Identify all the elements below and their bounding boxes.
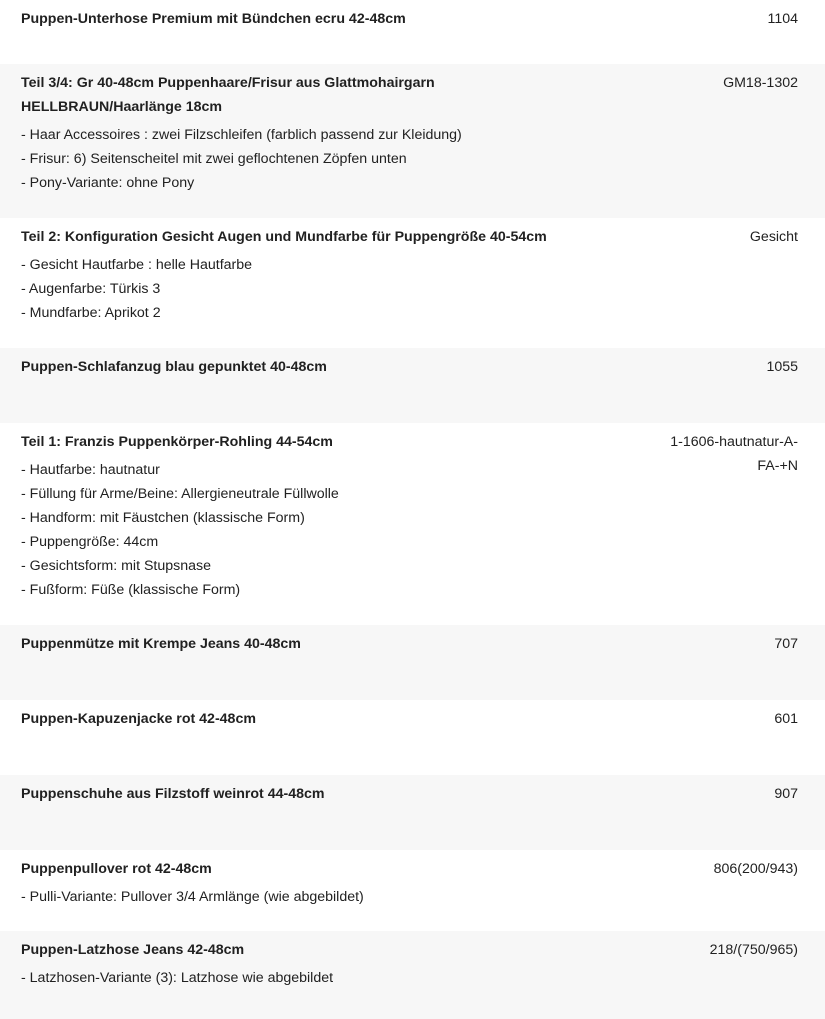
item-options <box>21 253 798 325</box>
item-sku: 806(200/943) <box>713 861 798 877</box>
list-item <box>0 850 825 931</box>
item-title: Puppen-Kapuzenjacke rot 42-48cm <box>21 711 256 727</box>
item-option: - Latzhosen-Variante (3): Latzhose wie abgebildet <box>21 970 334 986</box>
list-item <box>0 775 825 850</box>
item-sku: GM18-1302 <box>723 75 798 91</box>
item-sku: Gesicht <box>749 229 798 245</box>
item-sku: 907 <box>774 786 798 802</box>
list-item <box>0 931 825 1019</box>
item-sku: 1055 <box>766 359 798 375</box>
item-options <box>21 458 798 602</box>
item-option: - Augenfarbe: Türkis 3 <box>21 281 161 297</box>
list-item <box>0 625 825 700</box>
item-option: - Gesicht Hautfarbe : helle Hautfarbe <box>21 257 253 273</box>
item-title: Puppenpullover rot 42-48cm <box>21 861 212 877</box>
item-title: Teil 2: Konfiguration Gesicht Augen und Mundfarbe für Puppengröße 40-54cm <box>21 229 547 245</box>
item-sku: 218/(750/965) <box>709 942 798 958</box>
item-option: - Gesichtsform: mit Stupsnase <box>21 558 212 574</box>
item-option: - Fußform: Füße (klassische Form) <box>21 582 241 598</box>
item-option: - Hautfarbe: hautnatur <box>21 462 160 478</box>
list-item <box>0 700 825 775</box>
item-title: Teil 1: Franzis Puppenkörper-Rohling 44-54cm <box>21 434 333 450</box>
item-title: Puppenmütze mit Krempe Jeans 40-48cm <box>21 636 301 652</box>
item-option: - Pony-Variante: ohne Pony <box>21 175 195 191</box>
item-title: Puppen-Schlafanzug blau gepunktet 40-48cm <box>21 359 327 375</box>
item-options <box>21 123 798 195</box>
list-item <box>0 64 825 218</box>
list-item <box>0 0 825 64</box>
item-option: - Füllung für Arme/Beine: Allergieneutrale Füllwolle <box>21 486 339 502</box>
item-option: - Pulli-Variante: Pullover 3/4 Armlänge (wie abgebildet) <box>21 889 364 905</box>
item-options <box>21 966 798 990</box>
list-item <box>0 218 825 348</box>
item-option: - Mundfarbe: Aprikot 2 <box>21 305 161 321</box>
item-sku: 1-1606-hautnatur-A-FA-+N <box>670 434 798 474</box>
item-sku: 1104 <box>767 11 798 27</box>
item-options <box>21 885 798 909</box>
item-option: - Haar Accessoires : zwei Filzschleifen (farblich passend zur Kleidung) <box>21 127 462 143</box>
item-option: - Puppengröße: 44cm <box>21 534 159 550</box>
item-title: Puppen-Unterhose Premium mit Bündchen ecru 42-48cm <box>21 11 406 27</box>
item-option: - Handform: mit Fäustchen (klassische Form) <box>21 510 305 526</box>
item-sku: 601 <box>774 711 798 727</box>
item-title: Puppen-Latzhose Jeans 42-48cm <box>21 942 245 958</box>
item-sku: 707 <box>774 636 798 652</box>
item-title: Puppenschuhe aus Filzstoff weinrot 44-48cm <box>21 786 325 802</box>
list-item <box>0 423 825 625</box>
item-option: - Frisur: 6) Seitenscheitel mit zwei geflochtenen Zöpfen unten <box>21 151 407 167</box>
item-title: Teil 3/4: Gr 40-48cm Puppenhaare/Frisur aus Glattmohairgarn HELLBRAUN/Haarlänge 18cm <box>21 75 435 115</box>
list-item <box>0 348 825 423</box>
